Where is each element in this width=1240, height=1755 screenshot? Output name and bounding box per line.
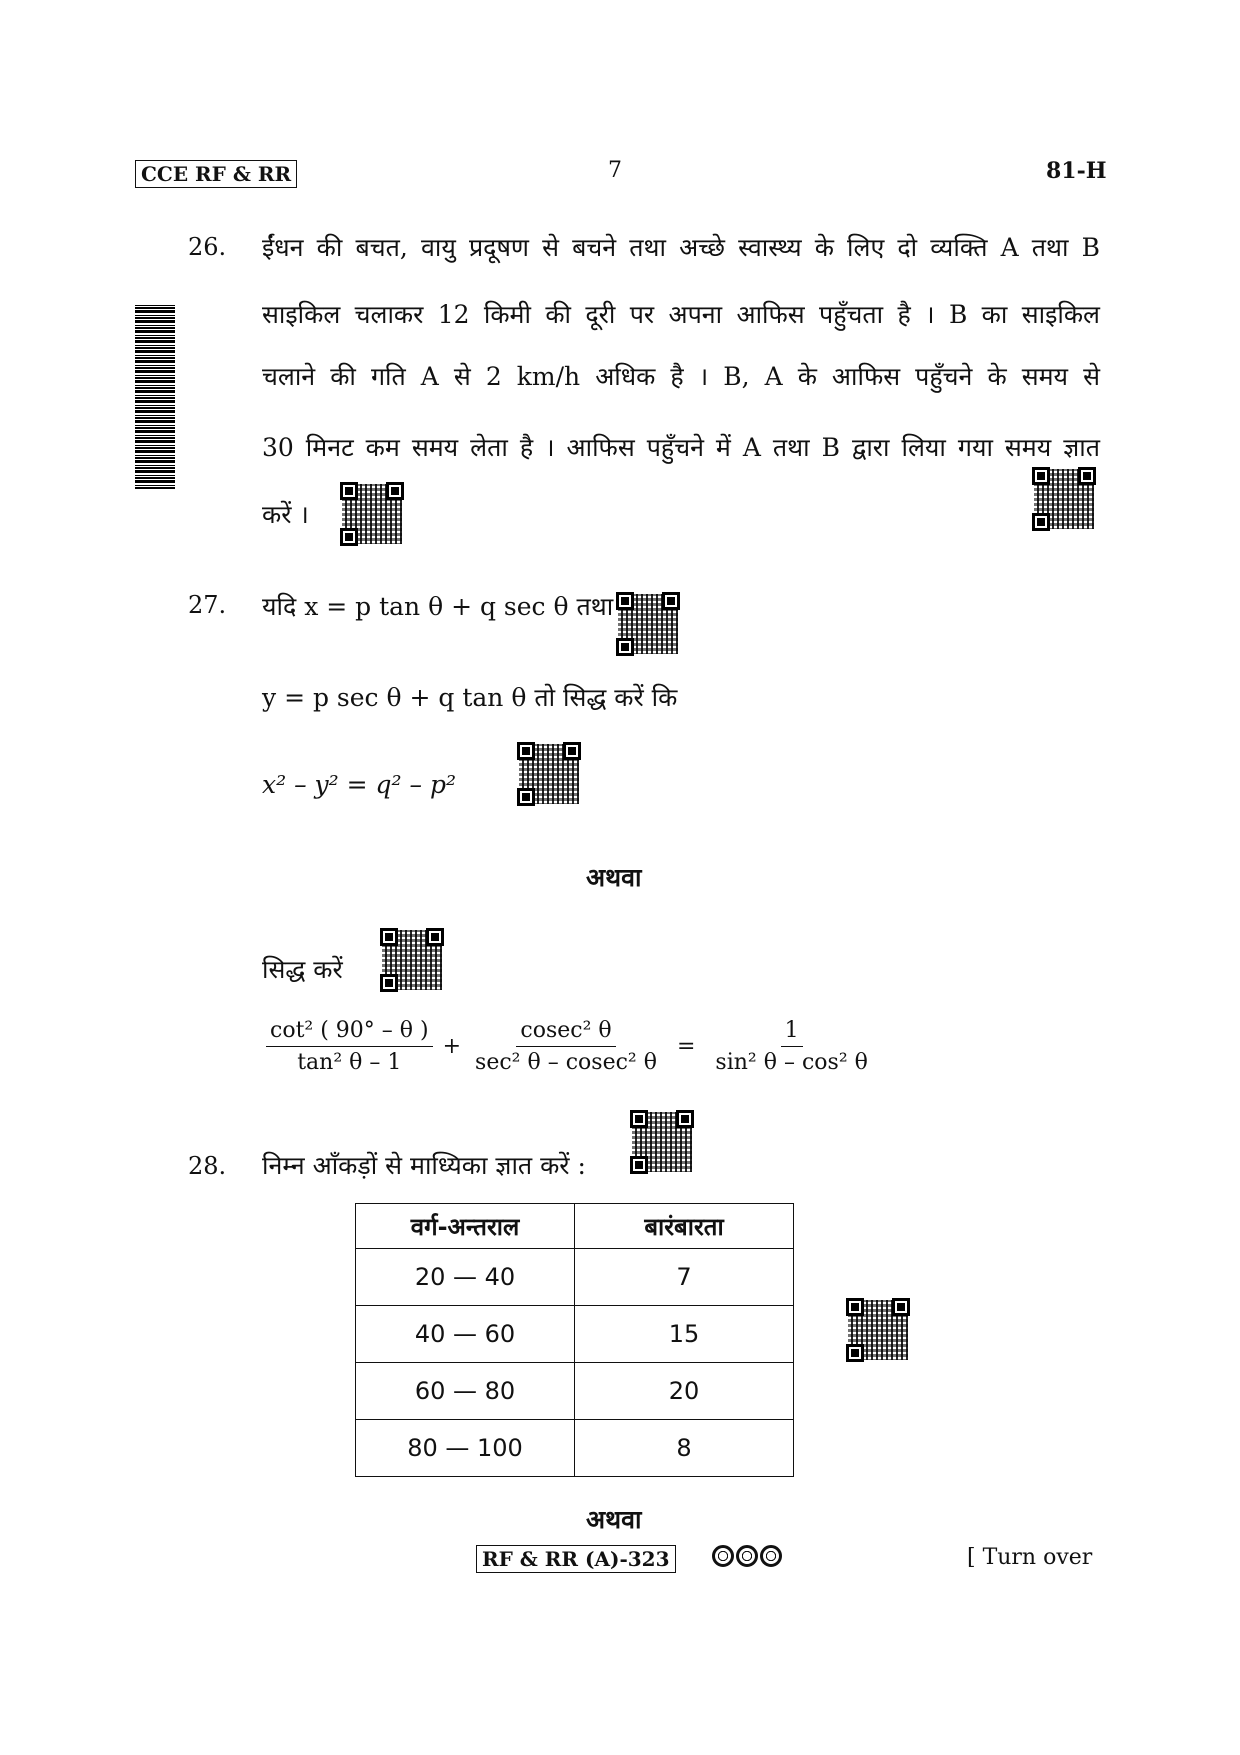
q27-line-2: y = p sec θ + q tan θ तो सिद्ध करें कि <box>262 683 678 712</box>
fraction-3-denominator: sin² θ – cos² θ <box>715 1050 868 1075</box>
barcode-image <box>135 303 175 489</box>
or-separator: अथवा <box>586 863 642 892</box>
plus-sign: + <box>442 1034 462 1059</box>
fraction-1 <box>266 1018 433 1075</box>
equation-rhs: q² – p² <box>375 770 456 799</box>
frequency-cell: 15 <box>575 1306 794 1363</box>
class-interval-cell: 80 — 100 <box>356 1420 575 1477</box>
table-header-row <box>356 1204 794 1249</box>
frequency-cell: 7 <box>575 1249 794 1306</box>
fraction-1-denominator: tan² θ – 1 <box>297 1050 402 1075</box>
prove-label: सिद्ध करें <box>262 955 343 984</box>
qr-code <box>630 1110 694 1174</box>
turn-over-label: [ Turn over <box>967 1545 1093 1570</box>
question-number-26: 26. <box>188 233 227 261</box>
equation-equals: = <box>346 770 368 799</box>
fraction-1-numerator: cot² ( 90° – θ ) <box>266 1018 433 1047</box>
equals-sign: = <box>676 1034 696 1059</box>
fraction-2 <box>471 1018 661 1075</box>
frequency-cell: 20 <box>575 1363 794 1420</box>
q27-equation <box>262 770 456 799</box>
q26-line-4: 30 मिनट कम समय लेता है । आफिस पहुँचने में A तथा B द्वारा लिया गया समय ज्ञात <box>262 433 1100 462</box>
q27-line-1: यदि x = p tan θ + q sec θ तथा <box>262 592 614 621</box>
qr-code <box>616 592 680 656</box>
q26-line-3: चलाने की गति A से 2 km/h अधिक है । B, A के आफिस पहुँचने के समय से <box>262 362 1100 391</box>
column-header: बारंबारता <box>575 1204 794 1249</box>
qr-code <box>1032 467 1096 531</box>
class-interval-cell: 20 — 40 <box>356 1249 575 1306</box>
qr-code <box>340 482 404 546</box>
qr-code <box>380 928 444 992</box>
fraction-3 <box>711 1018 871 1075</box>
or-separator: अथवा <box>586 1505 642 1534</box>
frequency-cell: 8 <box>575 1420 794 1477</box>
page-number: 7 <box>608 158 622 183</box>
trig-identity <box>262 1018 876 1075</box>
ornament-icon <box>712 1545 784 1571</box>
equation-lhs: x² – y² <box>262 770 339 799</box>
q26-line-2: साइकिल चलाकर 12 किमी की दूरी पर अपना आफिस पहुँचता है । B का साइकिल <box>262 300 1100 329</box>
q26-line-1: ईंधन की बचत, वायु प्रदूषण से बचने तथा अच्छे स्वास्थ्य के लिए दो व्यक्ति A तथा B <box>262 233 1100 262</box>
paper-code: 81-H <box>1046 158 1107 184</box>
table-row <box>356 1420 794 1477</box>
table-row <box>356 1249 794 1306</box>
exam-code-box: CCE RF & RR <box>135 160 297 188</box>
q28-prompt: निम्न आँकड़ों से माध्यिका ज्ञात करें : <box>262 1151 586 1180</box>
table-row <box>356 1306 794 1363</box>
fraction-3-numerator: 1 <box>781 1018 803 1047</box>
qr-code <box>846 1298 910 1362</box>
class-interval-cell: 40 — 60 <box>356 1306 575 1363</box>
q26-line-5: करें । <box>262 500 309 529</box>
column-header: वर्ग-अन्तराल <box>356 1204 575 1249</box>
table-row <box>356 1363 794 1420</box>
class-interval-cell: 60 — 80 <box>356 1363 575 1420</box>
qr-code <box>517 742 581 806</box>
question-number-27: 27. <box>188 591 227 619</box>
question-number-28: 28. <box>188 1152 227 1180</box>
footer-code-box: RF & RR (A)-323 <box>476 1545 676 1573</box>
frequency-table <box>355 1203 794 1477</box>
fraction-2-numerator: cosec² θ <box>516 1018 615 1047</box>
fraction-2-denominator: sec² θ – cosec² θ <box>475 1050 657 1075</box>
